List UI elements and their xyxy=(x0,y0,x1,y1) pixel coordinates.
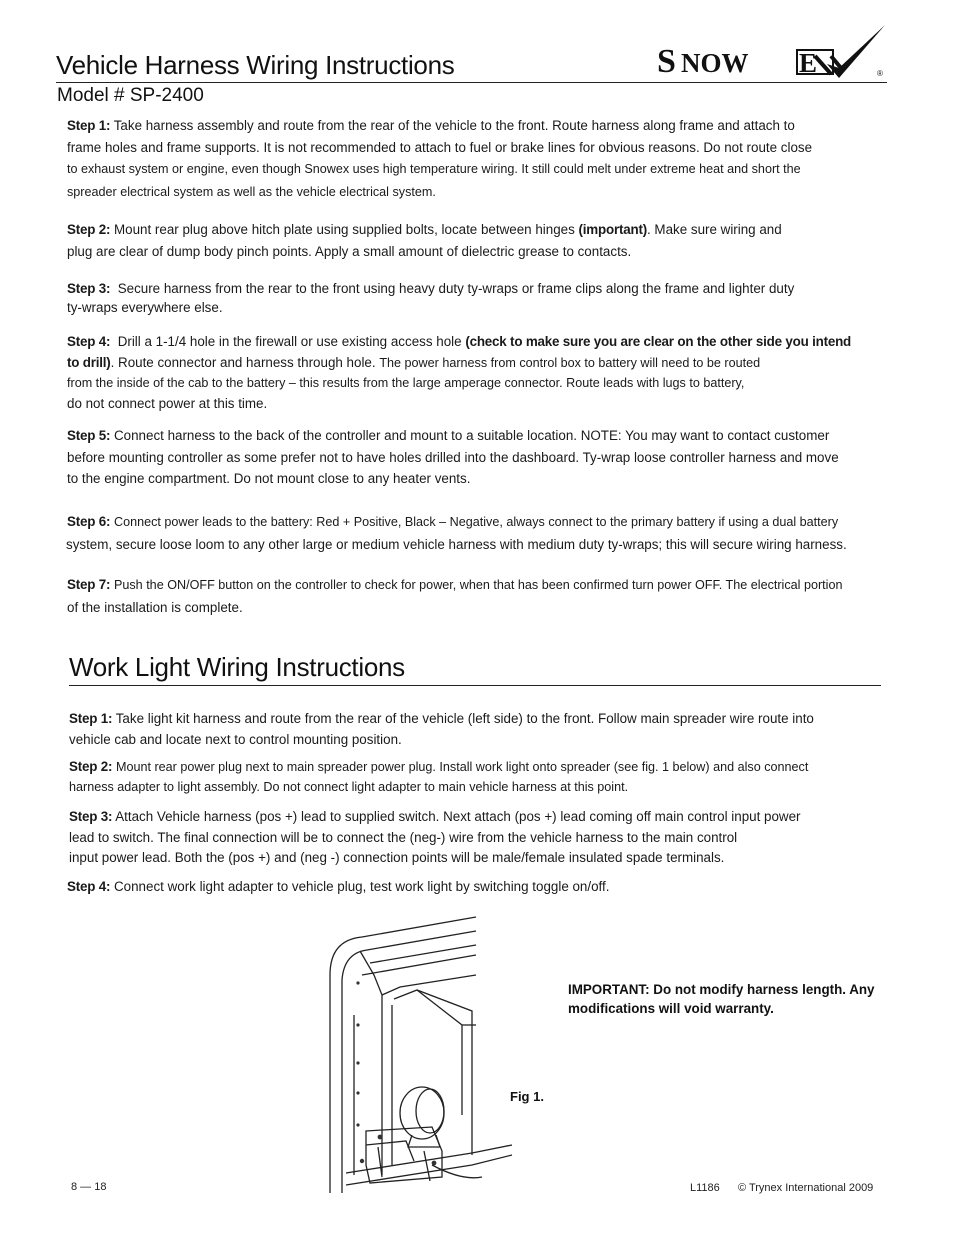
vehicle-step-6 xyxy=(67,511,847,555)
step-label: Step 6: xyxy=(67,514,111,529)
step-text: Connect power leads to the battery: Red + Positive, Black – Negative, always connect to the primary battery if using a dual battery xyxy=(113,515,839,529)
step-text: to the engine compartment. Do not mount close to any heater vents. xyxy=(67,471,471,486)
step-text: Mount rear power plug next to main spreader power plug. Install work light onto spreader (see fig. 1 below) and also connect xyxy=(115,760,809,774)
step-text: Connect work light adapter to vehicle plug, test work light by switching toggle on/off. xyxy=(113,879,610,894)
fig1-spreader-drawing xyxy=(322,915,528,1193)
work-light-step-1 xyxy=(69,709,814,750)
step-text: do not connect power at this time. xyxy=(67,395,268,411)
step-label: Step 5: xyxy=(67,428,111,443)
step-text: Take light kit harness and route from the rear of the vehicle (left side) to the front. Follow main spreader wire route into xyxy=(115,711,814,726)
step-text: Take harness assembly and route from the rear of the vehicle to the front. Route harness along frame and attach to xyxy=(113,118,795,133)
check-emphasis-cont: to drill) xyxy=(67,354,111,370)
logo-text-ex: E xyxy=(799,48,818,78)
page-number: 8 — 18 xyxy=(71,1181,107,1193)
step-text: . Make sure wiring and xyxy=(646,222,782,237)
step-text: Secure harness from the rear to the front using heavy duty ty-wraps or frame clips along the frame and lighter duty xyxy=(117,281,795,296)
step-label: Step 1: xyxy=(67,118,111,133)
vehicle-step-5 xyxy=(67,425,839,490)
logo-registered: ® xyxy=(877,69,883,78)
vehicle-step-7 xyxy=(67,574,842,618)
step-text: plug are clear of dump body pinch points. Apply a small amount of dielectric grease to contacts. xyxy=(67,243,632,259)
important-note-line: IMPORTANT: Do not modify harness length. Any xyxy=(568,982,875,997)
copyright: © Trynex International 2009 xyxy=(738,1182,874,1194)
step-label: Step 3: xyxy=(69,809,113,824)
step-text: Drill a 1-1/4 hole in the firewall or use existing access hole xyxy=(117,334,462,349)
step-text: Connect harness to the back of the controller and mount to a suitable location. NOTE: You may want to contact customer xyxy=(113,428,830,443)
step-text: Push the ON/OFF button on the controller to check for power, when that has been confirmed turn power OFF. The electrical portion xyxy=(113,578,843,592)
step-text: system, secure loose loom to any other large or medium vehicle harness with medium duty ty-wraps; this will secure wiring harness. xyxy=(66,536,847,552)
work-light-step-4 xyxy=(67,876,609,898)
work-light-lamp xyxy=(400,1087,444,1147)
step-label: Step 7: xyxy=(67,577,111,592)
frame-bolts xyxy=(356,981,359,1126)
vehicle-step-1 xyxy=(67,115,812,203)
step-text: The power harness from control box to battery will need to be routed xyxy=(379,355,761,370)
fig-1-label: Fig 1. xyxy=(510,1089,544,1104)
work-light-step-2 xyxy=(69,757,808,797)
spreader-frame-outline xyxy=(330,917,512,1193)
step-label: Step 2: xyxy=(67,222,111,237)
step-text: lead to switch. The final connection will be to connect the (neg-) wire from the vehicle harness to the main control xyxy=(69,829,738,845)
step-text: to exhaust system or engine, even though Snowex uses high temperature wiring. It still could melt under extreme heat and short the xyxy=(67,162,801,176)
step-label: Step 2: xyxy=(69,759,113,774)
logo-text-now: NOW xyxy=(681,48,749,78)
important-note-line: modifications will void warranty. xyxy=(568,1000,774,1016)
vehicle-step-3 xyxy=(67,279,794,317)
snowex-logo xyxy=(655,22,887,82)
page-title: Vehicle Harness Wiring Instructions xyxy=(56,50,455,80)
vehicle-step-2 xyxy=(67,219,782,262)
step-label: Step 4: xyxy=(67,879,111,894)
step-text: harness adapter to light assembly. Do not connect light adapter to main vehicle harness at this point. xyxy=(69,780,629,794)
check-emphasis: (check to make sure you are clear on the other side you intend xyxy=(465,334,852,349)
step-text: ty-wraps everywhere else. xyxy=(67,300,223,315)
title-rule xyxy=(56,82,887,83)
step-text: spreader electrical system as well as the vehicle electrical system. xyxy=(67,184,436,199)
step-text: frame holes and frame supports. It is not recommended to attach to fuel or brake lines for obvious reasons. Do not route close xyxy=(67,139,813,155)
step-text: Attach Vehicle harness (pos +) lead to supplied switch. Next attach (pos +) lead coming off main control input power xyxy=(115,809,801,824)
important-emphasis: (important) xyxy=(578,222,647,237)
model-number: Model # SP-2400 xyxy=(57,85,204,106)
step-text: before mounting controller as some prefer not to have holes drilled into the dashboard. Ty-wrap loose controller harness and move xyxy=(67,449,839,465)
step-text: of the installation is complete. xyxy=(67,599,243,615)
step-label: Step 3: xyxy=(67,281,111,296)
step-text: input power lead. Both the (pos +) and (neg -) connection points will be male/female insulated spade terminals. xyxy=(69,850,725,865)
work-light-step-3 xyxy=(69,807,801,869)
document-id: L1186 xyxy=(690,1182,720,1194)
vehicle-step-4 xyxy=(67,332,851,414)
hitch-bracket xyxy=(366,1127,442,1183)
step-text: . Route connector and harness through hole. xyxy=(110,354,376,370)
step-text: Mount rear plug above hitch plate using supplied bolts, locate between hinges xyxy=(113,222,575,237)
work-light-rule xyxy=(69,685,881,686)
step-text: vehicle cab and locate next to control mounting position. xyxy=(69,731,402,747)
step-label: Step 4: xyxy=(67,334,111,349)
important-note xyxy=(568,981,898,1018)
logo-text-s: S xyxy=(657,43,676,80)
step-text: from the inside of the cab to the battery – this results from the large amperage connector. Route leads with lugs to battery, xyxy=(67,376,745,390)
step-label: Step 1: xyxy=(69,711,113,726)
work-light-title: Work Light Wiring Instructions xyxy=(69,652,405,682)
